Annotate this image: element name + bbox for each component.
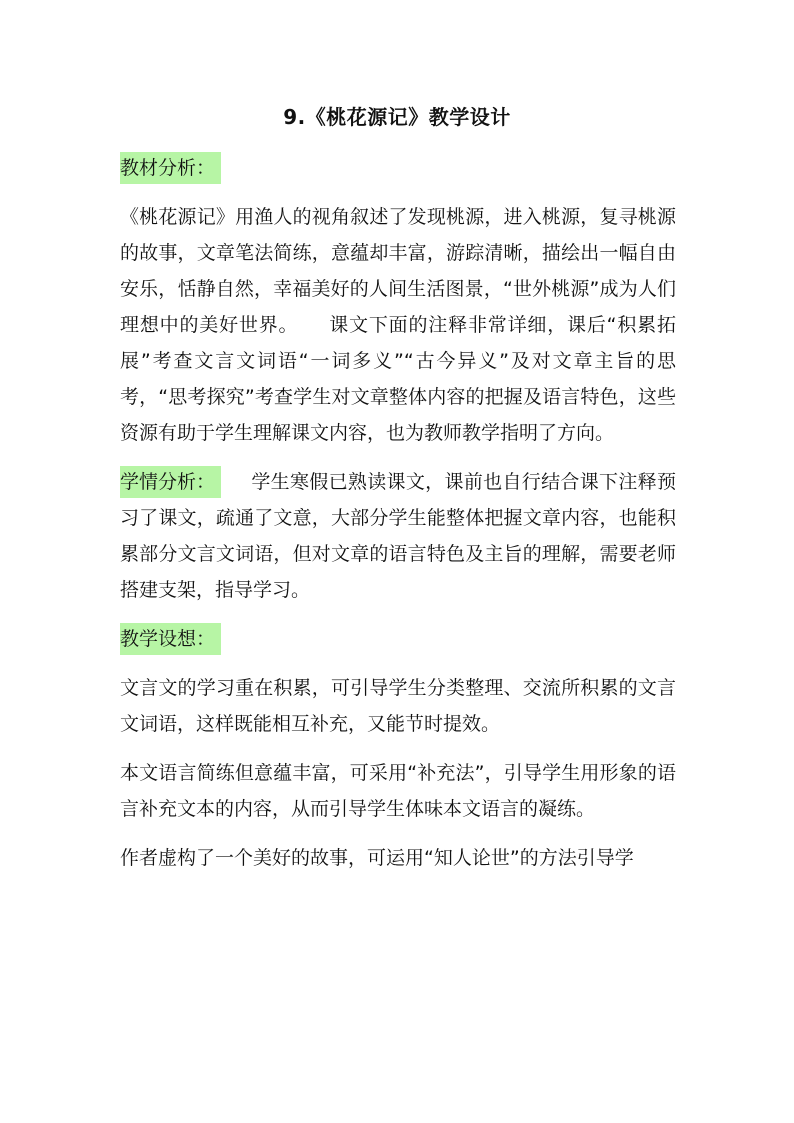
teaching-idea-paragraph-3: 作者虚构了一个美好的故事，可运用“知人论世”的方法引导学 (120, 847, 634, 869)
heading-material-analysis-paragraph (120, 150, 676, 186)
heading-teaching-idea: 教学设想： (120, 623, 221, 655)
heading-material-analysis: 教材分析： (120, 152, 221, 184)
teaching-idea-paragraph-1: 文言文的学习重在积累，可引导学生分类整理、交流所积累的文言文词语，这样既能相互补充，又能节时提效。 (120, 677, 676, 735)
material-analysis-text-2: 课文下面的注释非常详细，课后“积累拓展”考查文言文词语“一词多义”“古今异义”及对文章主旨的思考，“思考探究”考查学生对文章整体内容的把握及语言特色，这些资源有助于学生理解课文内容，也为教师教学指明了方向。 (120, 314, 676, 444)
heading-teaching-idea-paragraph (120, 621, 676, 657)
student-analysis-paragraph (120, 464, 676, 608)
document-title: 9.《桃花源记》教学设计 (283, 105, 511, 129)
material-analysis-text-1: 《桃花源记》用渔人的视角叙述了发现桃源，进入桃源，复寻桃源的故事，文章笔法简练，意蕴却丰富，游踪清晰，描绘出一幅自由安乐，恬静自然，幸福美好的人间生活图景，“世外桃源”成为人们理想中的美好世界。 (120, 206, 676, 336)
heading-student-analysis: 学情分析： (120, 466, 221, 498)
document-content (120, 150, 676, 889)
student-analysis-text: 学生寒假已熟读课文，课前也自行结合课下注释预习了课文，疏通了文意，大部分学生能整体把握文章内容，也能积累部分文言文词语，但对文章的语言特色及主旨的理解，需要老师搭建支架，指导学习。 (120, 471, 676, 601)
teaching-idea-paragraph-2: 本文语言简练但意蕴丰富，可采用“补充法”，引导学生用形象的语言补充文本的内容，从而引导学生体味本文语言的凝练。 (120, 762, 676, 820)
material-analysis-paragraph (120, 199, 676, 451)
